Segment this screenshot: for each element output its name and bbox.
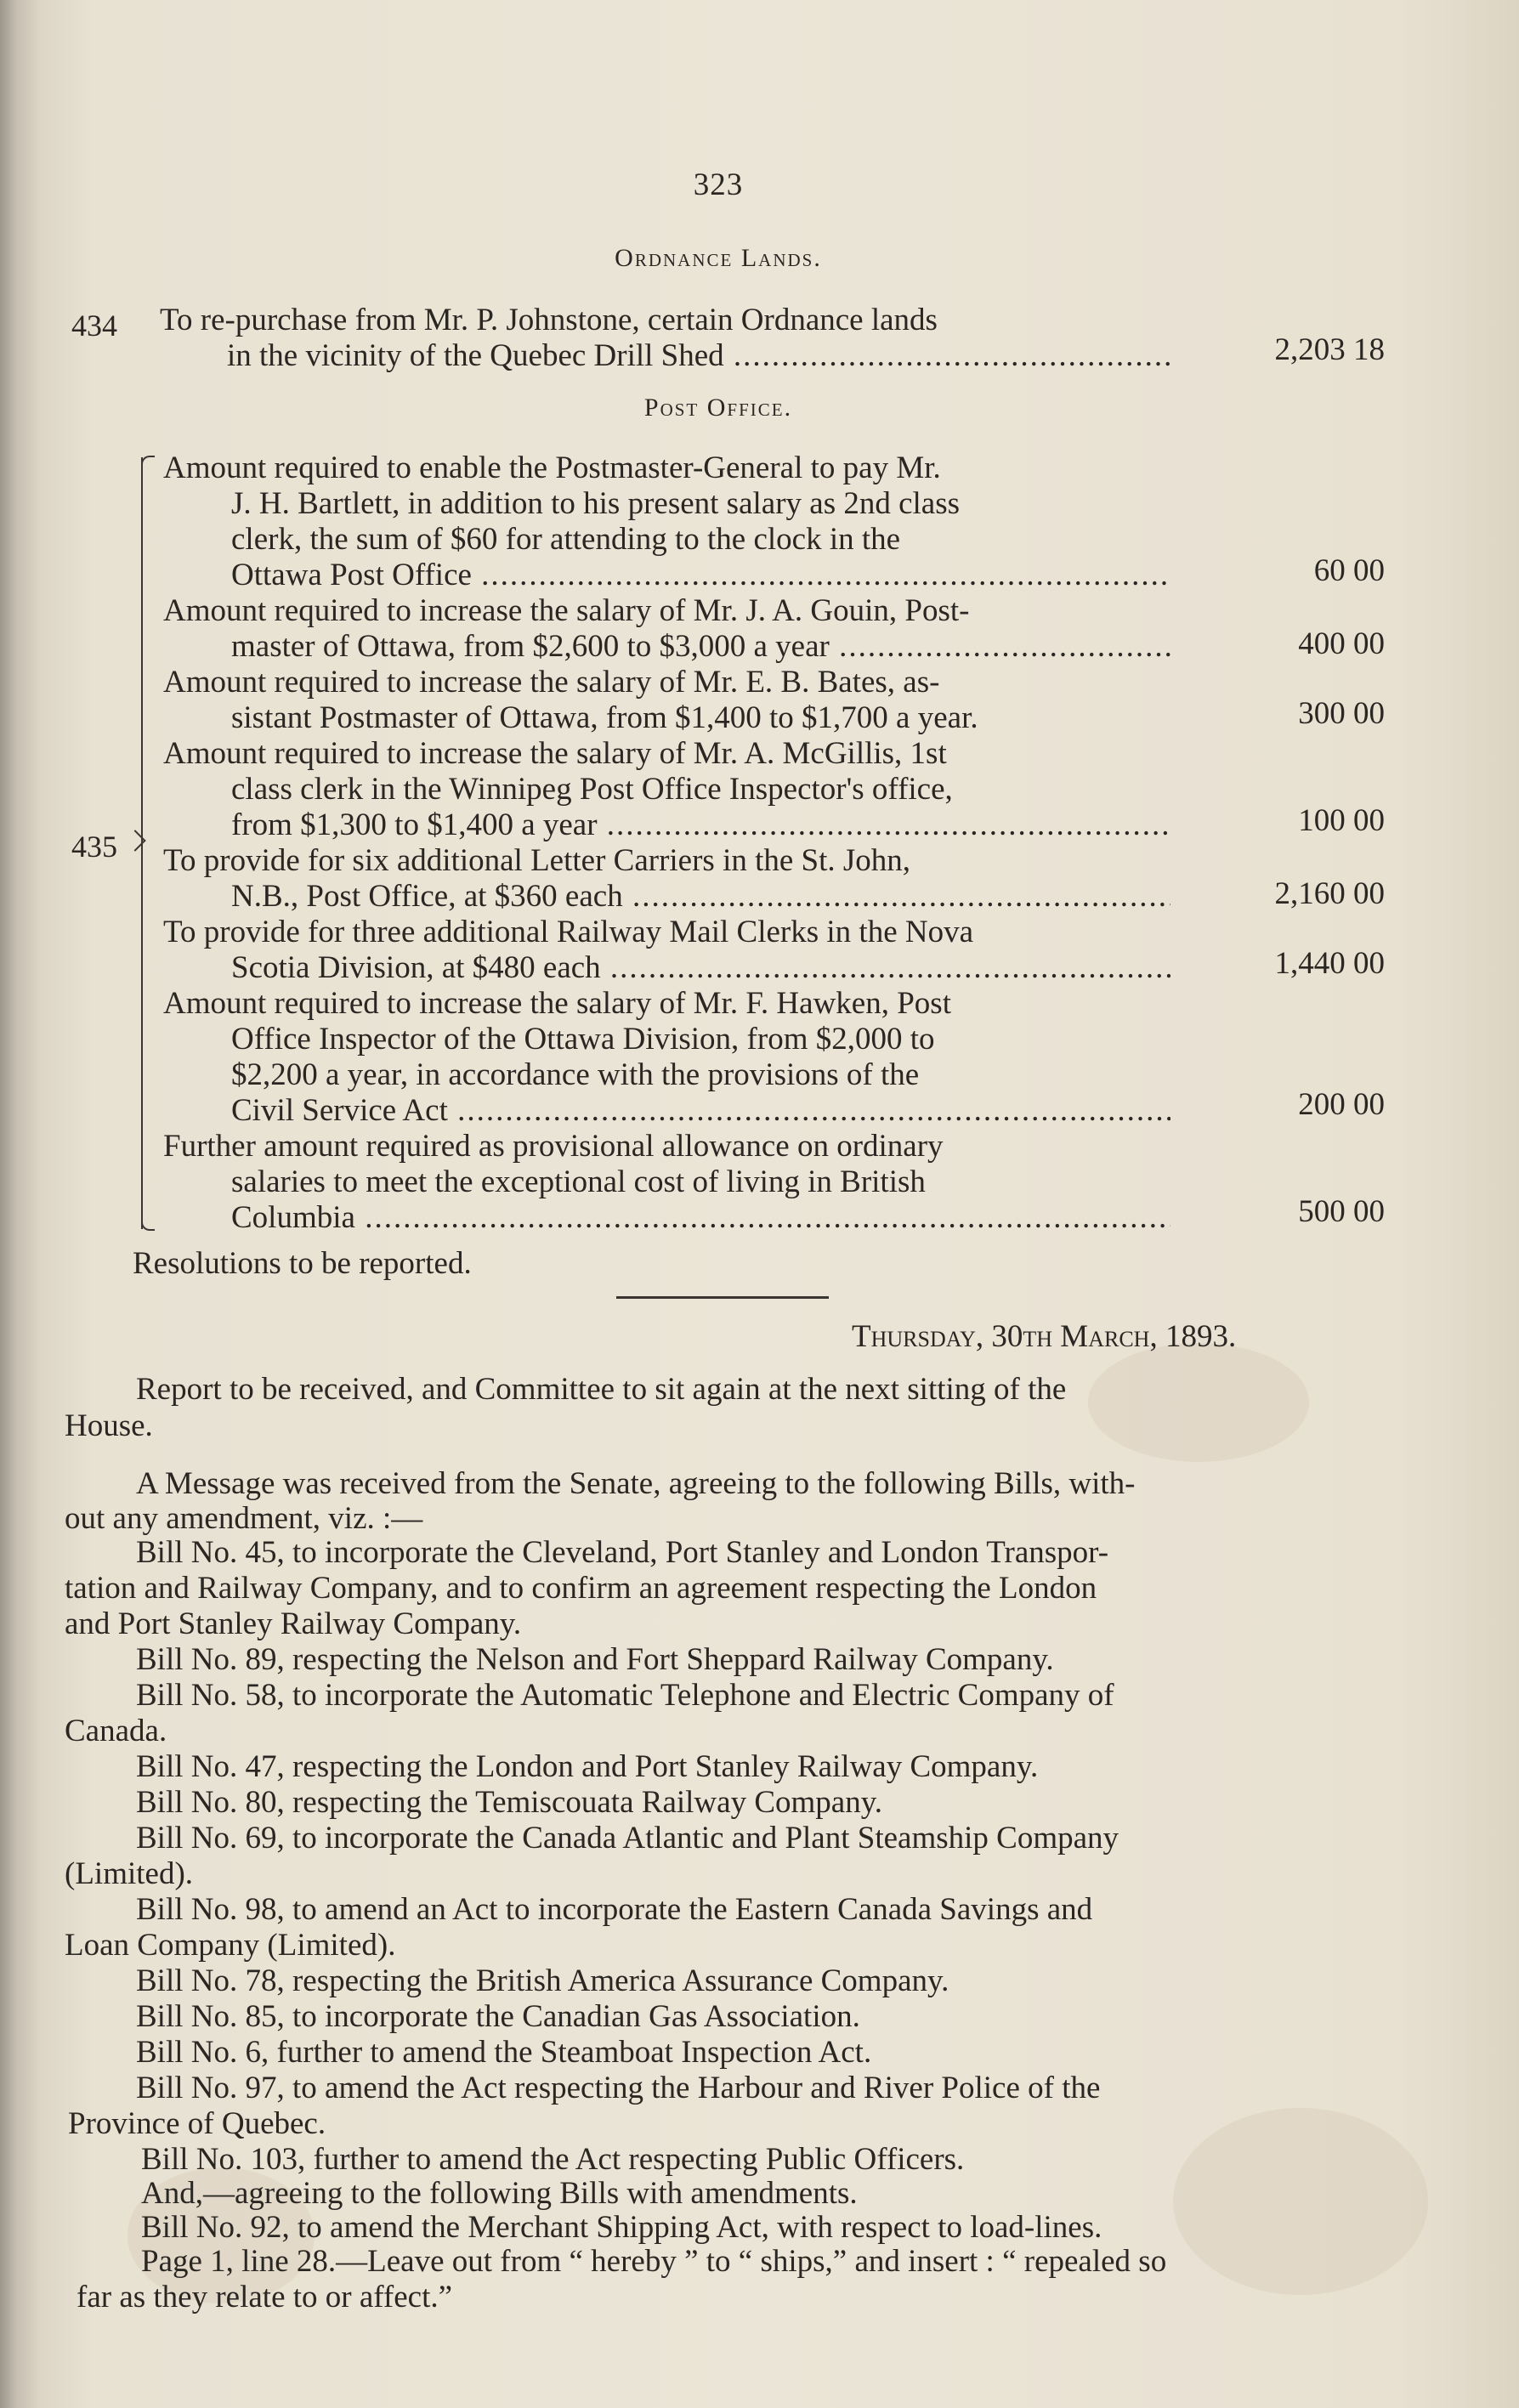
text-line: Amount required to increase the salary of Mr. A. McGillis, 1st [163, 736, 947, 771]
dotted-leader-line [231, 1200, 1170, 1238]
resolutions-note: Resolutions to be reported. [133, 1246, 472, 1281]
text-line: from $1,300 to $1,400 a year ..... [231, 807, 1170, 843]
page-number: 323 [693, 167, 744, 202]
paragraph-line: (Limited). [65, 1856, 194, 1891]
amount: 300 00 [1298, 696, 1385, 731]
paragraph-line: out any amendment, viz. :— [65, 1501, 423, 1536]
paragraph-line: far as they relate to or affect.” [77, 2280, 453, 2315]
paragraph-line: House. [65, 1408, 153, 1443]
page-stain [1088, 1343, 1309, 1462]
text-line: $2,200 a year, in accordance with the provisions of the [231, 1057, 920, 1092]
paragraph-line: Bill No. 85, to incorporate the Canadian Gas Association. [136, 1999, 860, 2034]
bracket [141, 457, 163, 1229]
amount: 200 00 [1298, 1087, 1385, 1122]
paragraph-line: Bill No. 98, to amend an Act to incorporate the Eastern Canada Savings and [136, 1892, 1093, 1927]
amount: 60 00 [1313, 553, 1385, 588]
dotted-leader-line [231, 950, 1170, 988]
page-stain [1173, 2108, 1428, 2295]
amount: 100 00 [1298, 803, 1385, 838]
dotted-leader-line [231, 1093, 1170, 1130]
dotted-leader-line [231, 558, 1170, 595]
text-line: salaries to meet the exceptional cost of living in British [231, 1164, 926, 1199]
paragraph-line: Bill No. 80, respecting the Temiscouata Railway Company. [136, 1785, 883, 1820]
text-line: Amount required to increase the salary of Mr. J. A. Gouin, Post- [163, 593, 970, 628]
paragraph-line: Report to be received, and Committee to sit again at the next sitting of the [136, 1372, 1067, 1407]
paragraph-line: Bill No. 78, respecting the British America Assurance Company. [136, 1963, 949, 1998]
amount: 400 00 [1298, 626, 1385, 661]
amount: 2,160 00 [1274, 876, 1385, 911]
dotted-leader-line [231, 629, 1170, 666]
paragraph-line: Bill No. 103, further to amend the Act respecting Public Officers. [141, 2142, 965, 2177]
text-line: in the vicinity of the Quebec Drill Shed ..... [227, 338, 1170, 374]
paragraph-line: Loan Company (Limited). [65, 1928, 396, 1963]
paragraph-line: Bill No. 89, respecting the Nelson and Fort Sheppard Railway Company. [136, 1642, 1054, 1677]
text-line: Columbia ..... [231, 1200, 1170, 1236]
paragraph-line: Province of Quebec. [68, 2106, 326, 2141]
dotted-leader-line [231, 879, 1170, 916]
text-line: class clerk in the Winnipeg Post Office Inspector's office, [231, 772, 953, 807]
paragraph-line: A Message was received from the Senate, agreeing to the following Bills, with- [136, 1466, 1136, 1501]
text-line: sistant Postmaster of Ottawa, from $1,400 to $1,700 a year. [231, 700, 978, 735]
paragraph-line: And,—agreeing to the following Bills with amendments. [141, 2176, 858, 2211]
paragraph-line: and Port Stanley Railway Company. [65, 1606, 522, 1641]
text-line: Amount required to increase the salary of Mr. F. Hawken, Post [163, 986, 951, 1021]
paragraph-line: Bill No. 97, to amend the Act respecting the Harbour and River Police of the [136, 2071, 1101, 2105]
paragraph-line: Canada. [65, 1714, 167, 1748]
text-line: master of Ottawa, from $2,600 to $3,000 a year ..... [231, 629, 1170, 665]
text-line: Scotia Division, at $480 each ..... [231, 950, 1170, 986]
paragraph-line: Page 1, line 28.—Leave out from “ hereby ” to “ ships,” and insert : “ repealed so [141, 2244, 1167, 2279]
dotted-leader-line [227, 338, 1170, 376]
text-line: Further amount required as provisional allowance on ordinary [163, 1129, 944, 1164]
text-line: Amount required to enable the Postmaster-General to pay Mr. [163, 450, 941, 485]
paragraph-line: tation and Railway Company, and to confirm an agreement respecting the London [65, 1571, 1097, 1606]
text-line: J. H. Bartlett, in addition to his present salary as 2nd class [231, 486, 961, 521]
section-heading-ordnance: Ordnance Lands. [615, 244, 822, 272]
dotted-leader-line [231, 807, 1170, 845]
text-line: Ottawa Post Office ..... [231, 558, 1170, 593]
divider-rule [616, 1296, 829, 1299]
text-line: To provide for six additional Letter Carriers in the St. John, [163, 843, 911, 878]
amount: 1,440 00 [1274, 946, 1385, 981]
text-line: N.B., Post Office, at $360 each ..... [231, 879, 1170, 915]
paragraph-line: Bill No. 47, respecting the London and Port Stanley Railway Company. [136, 1749, 1039, 1784]
date-line: Thursday, 30th March, 1893. [852, 1319, 1237, 1354]
section-heading-post-office: Post Office. [643, 394, 793, 422]
amount: 500 00 [1298, 1194, 1385, 1229]
text-line: Office Inspector of the Ottawa Division, from $2,000 to [231, 1022, 935, 1057]
text-line: To re-purchase from Mr. P. Johnstone, certain Ordnance lands [160, 303, 938, 337]
text-line: clerk, the sum of $60 for attending to the clock in the [231, 522, 901, 557]
paragraph-line: Bill No. 6, further to amend the Steamboat Inspection Act. [136, 2035, 872, 2070]
text-line: Civil Service Act ..... [231, 1093, 1170, 1129]
paragraph-line: Bill No. 58, to incorporate the Automatic Telephone and Electric Company of [136, 1678, 1114, 1713]
amount: 2,203 18 [1274, 332, 1385, 367]
paragraph-line: Bill No. 69, to incorporate the Canada Atlantic and Plant Steamship Company [136, 1821, 1119, 1856]
item-number: 434 [71, 309, 117, 343]
paragraph-line: Bill No. 92, to amend the Merchant Shipping Act, with respect to load-lines. [141, 2210, 1102, 2245]
paragraph-line: Bill No. 45, to incorporate the Cleveland, Port Stanley and London Transpor- [136, 1535, 1109, 1570]
text-line: Amount required to increase the salary of Mr. E. B. Bates, as- [163, 665, 940, 700]
text-line: To provide for three additional Railway Mail Clerks in the Nova [163, 915, 974, 949]
item-number: 435 [71, 830, 117, 864]
